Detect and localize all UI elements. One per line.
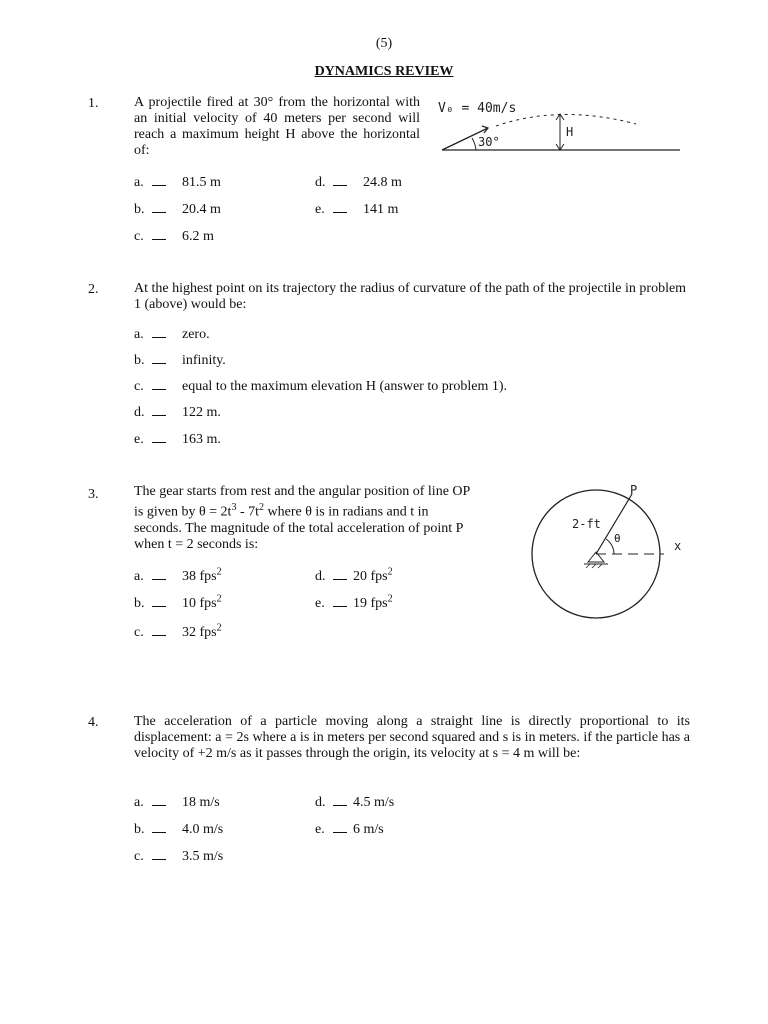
q4-choice-e[interactable]: e. 6 m/s — [315, 822, 384, 837]
q3-choice-c[interactable]: c. 32 fps$^2$ — [134, 622, 222, 640]
theta-label: θ — [614, 532, 621, 545]
question-1-number: 1. — [88, 96, 99, 111]
q1-choice-b[interactable]: b. 20.4 m — [134, 202, 221, 217]
question-1-text: A projectile fired at 30° from the horizontal with an initial velocity of 40 meters per second will reach a maximum height H above the horizontal of: — [134, 95, 420, 158]
q1-choice-e[interactable]: e. 141 m — [315, 202, 399, 217]
question-2-text: At the highest point on its trajectory the radius of curvature of the path of the projectile in problem 1 (above) would be: — [134, 281, 687, 312]
angle-label: 30° — [478, 135, 500, 149]
question-4-number: 4. — [88, 715, 99, 730]
velocity-label: V₀ = 40m/s — [438, 101, 517, 116]
q2-choice-a[interactable]: a. zero. — [134, 327, 210, 342]
q4-choice-c[interactable]: c. 3.5 m/s — [134, 849, 224, 864]
q3-line-1: The gear starts from rest and the angular position of line OP — [134, 484, 471, 499]
q3-choice-e[interactable]: e. 19 fps$^2$ — [315, 593, 393, 611]
q4-choice-d[interactable]: d. 4.5 m/s — [315, 795, 395, 810]
page-number: (5) — [375, 36, 393, 51]
q2-choice-e[interactable]: e. 163 m. — [134, 432, 221, 447]
radius-label: 2-ft — [572, 517, 601, 531]
q4-choice-a[interactable]: a. 18 m/s — [134, 795, 220, 810]
point-p-label: P — [630, 483, 638, 497]
q2-choice-d[interactable]: d. 122 m. — [134, 405, 221, 420]
q2-choice-b[interactable]: b. infinity. — [134, 353, 226, 368]
q1-choice-c[interactable]: c. 6.2 m — [134, 229, 214, 244]
q3-line-4: when t = 2 seconds is: — [134, 536, 259, 552]
q2-choice-c[interactable]: c. equal to the maximum elevation H (answer to problem 1). — [134, 379, 508, 394]
q3-choice-d[interactable]: d. 20 fps$^2$ — [315, 566, 393, 584]
q3-choice-a[interactable]: a. 38 fps$^2$ — [134, 566, 222, 584]
q1-choice-a[interactable]: a. 81.5 m — [134, 175, 221, 190]
projectile-figure — [436, 98, 686, 162]
q3-line-2: is given by $\theta = 2t^3 - 7t^2$ where θ is in radians and t in — [134, 502, 429, 520]
q4-choice-b[interactable]: b. 4.0 m/s — [134, 822, 224, 837]
question-4-text: The acceleration of a particle moving along a straight line is directly proportional to its displacement: a = 2s where a is in meters per second squared and s is in meters. if the particle has a velocity of +2 m/s as it passes through the origin, its velocity at s = 4 m will be: — [134, 714, 690, 761]
gear-figure — [524, 484, 694, 624]
x-axis-label: x — [674, 539, 682, 553]
question-2-number: 2. — [88, 282, 99, 297]
page-title: DYNAMICS REVIEW — [314, 64, 454, 79]
radius-line — [596, 494, 632, 554]
q3-choice-b[interactable]: b. 10 fps$^2$ — [134, 593, 222, 611]
height-label: H — [566, 125, 574, 139]
question-3-number: 3. — [88, 487, 99, 502]
q3-line-3: seconds. The magnitude of the total acceleration of point P — [134, 520, 464, 536]
q1-choice-d[interactable]: d. 24.8 m — [315, 175, 402, 190]
question-3-text — [134, 484, 512, 553]
